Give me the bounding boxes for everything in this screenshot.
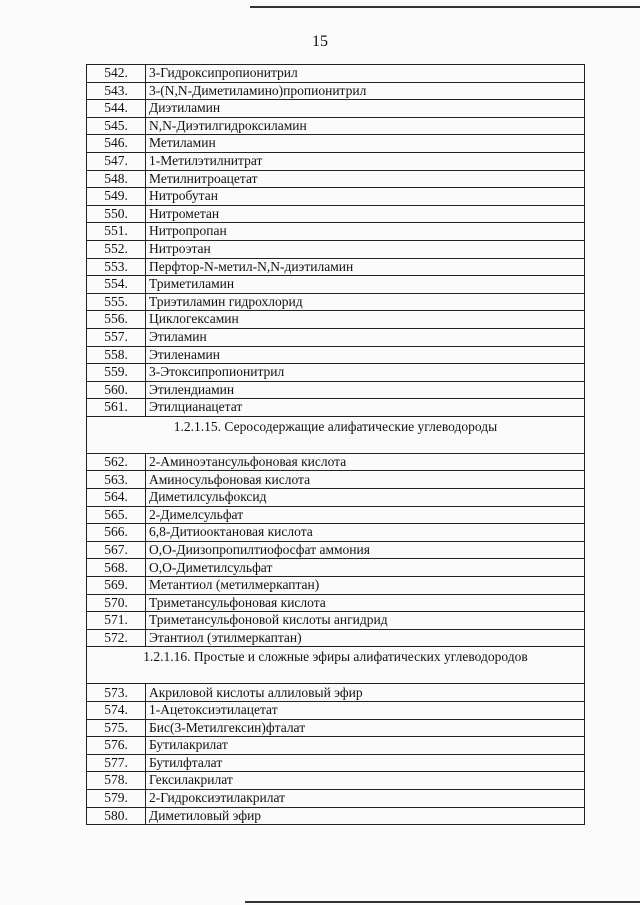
substance-name: Этиленамин	[146, 346, 585, 364]
row-number: 543.	[87, 82, 146, 100]
row-number: 567.	[87, 541, 146, 559]
substance-name: Циклогексамин	[146, 311, 585, 329]
table-row	[87, 719, 585, 737]
substance-name: Нитроэтан	[146, 240, 585, 258]
row-number: 565.	[87, 506, 146, 524]
table-row	[87, 170, 585, 188]
row-number: 548.	[87, 170, 146, 188]
table-row	[87, 364, 585, 382]
row-number: 559.	[87, 364, 146, 382]
table-row	[87, 629, 585, 647]
table-row	[87, 737, 585, 755]
table-row	[87, 489, 585, 507]
table-row	[87, 276, 585, 294]
table-row	[87, 311, 585, 329]
table-row	[87, 293, 585, 311]
table-row	[87, 152, 585, 170]
table-row	[87, 258, 585, 276]
substance-name: Бис(3-Метилгексин)фталат	[146, 719, 585, 737]
substance-name: 3-Гидроксипропионитрил	[146, 65, 585, 83]
row-number: 577.	[87, 754, 146, 772]
row-number: 563.	[87, 471, 146, 489]
table-row	[87, 82, 585, 100]
row-number: 544.	[87, 100, 146, 118]
page-number: 15	[312, 33, 328, 50]
section-heading-row	[87, 647, 585, 684]
substance-name: 3-(N,N-Диметиламино)пропионитрил	[146, 82, 585, 100]
substance-name: 1-Ацетоксиэтилацетат	[146, 702, 585, 720]
table-row	[87, 346, 585, 364]
substance-name: Триэтиламин гидрохлорид	[146, 293, 585, 311]
table-row	[87, 612, 585, 630]
substance-name: Аминосульфоновая кислота	[146, 471, 585, 489]
row-number: 560.	[87, 381, 146, 399]
substance-name: О,О-Диметилсульфат	[146, 559, 585, 577]
substance-name: 1-Метилэтилнитрат	[146, 152, 585, 170]
row-number: 555.	[87, 293, 146, 311]
substance-name: 2-Гидроксиэтилакрилат	[146, 789, 585, 807]
substance-name: 3-Этоксипропионитрил	[146, 364, 585, 382]
table-row	[87, 135, 585, 153]
substance-name: Этиламин	[146, 328, 585, 346]
table-row	[87, 223, 585, 241]
section-heading-row	[87, 416, 585, 453]
substances-table	[86, 64, 585, 825]
substance-name: Метиламин	[146, 135, 585, 153]
substance-name: N,N-Диэтилгидроксиламин	[146, 117, 585, 135]
substance-name: 2-Аминоэтансульфоновая кислота	[146, 453, 585, 471]
table-row	[87, 772, 585, 790]
row-number: 568.	[87, 559, 146, 577]
row-number: 575.	[87, 719, 146, 737]
table-row	[87, 594, 585, 612]
row-number: 564.	[87, 489, 146, 507]
bottom-scan-rule	[245, 901, 640, 903]
row-number: 572.	[87, 629, 146, 647]
substance-name: Нитрометан	[146, 205, 585, 223]
row-number: 558.	[87, 346, 146, 364]
row-number: 554.	[87, 276, 146, 294]
top-scan-rule	[250, 6, 640, 8]
row-number: 550.	[87, 205, 146, 223]
table-row	[87, 117, 585, 135]
row-number: 579.	[87, 789, 146, 807]
row-number: 580.	[87, 807, 146, 825]
substance-name: Перфтор-N-метил-N,N-диэтиламин	[146, 258, 585, 276]
row-number: 549.	[87, 188, 146, 206]
table-row	[87, 453, 585, 471]
table-row	[87, 381, 585, 399]
row-number: 566.	[87, 524, 146, 542]
substance-name: Гексилакрилат	[146, 772, 585, 790]
section-heading: 1.2.1.15. Серосодержащие алифатические углеводороды	[87, 416, 585, 453]
substance-name: Триметансульфоновой кислоты ангидрид	[146, 612, 585, 630]
row-number: 551.	[87, 223, 146, 241]
substance-name: 2-Димелсульфат	[146, 506, 585, 524]
table-row	[87, 205, 585, 223]
row-number: 573.	[87, 684, 146, 702]
row-number: 547.	[87, 152, 146, 170]
row-number: 574.	[87, 702, 146, 720]
table-row	[87, 541, 585, 559]
substance-name: Этантиол (этилмеркаптан)	[146, 629, 585, 647]
table-row	[87, 559, 585, 577]
row-number: 557.	[87, 328, 146, 346]
row-number: 569.	[87, 577, 146, 595]
substance-name: Акриловой кислоты аллиловый эфир	[146, 684, 585, 702]
table-row	[87, 188, 585, 206]
row-number: 556.	[87, 311, 146, 329]
row-number: 576.	[87, 737, 146, 755]
substance-name: Нитропропан	[146, 223, 585, 241]
table-row	[87, 754, 585, 772]
substance-name: 6,8-Дитиооктановая кислота	[146, 524, 585, 542]
substance-name: Нитробутан	[146, 188, 585, 206]
row-number: 542.	[87, 65, 146, 83]
table-row	[87, 240, 585, 258]
section-heading: 1.2.1.16. Простые и сложные эфиры алифатических углеводородов	[87, 647, 585, 684]
substance-name: Триметиламин	[146, 276, 585, 294]
substance-name: Метилнитроацетат	[146, 170, 585, 188]
substance-name: Бутилфталат	[146, 754, 585, 772]
row-number: 571.	[87, 612, 146, 630]
row-number: 545.	[87, 117, 146, 135]
table-row	[87, 789, 585, 807]
substance-name: Бутилакрилат	[146, 737, 585, 755]
row-number: 562.	[87, 453, 146, 471]
row-number: 553.	[87, 258, 146, 276]
table-row	[87, 65, 585, 83]
substance-name: Этилендиамин	[146, 381, 585, 399]
table-row	[87, 807, 585, 825]
table-row	[87, 328, 585, 346]
row-number: 578.	[87, 772, 146, 790]
table-row	[87, 506, 585, 524]
substance-name: Диметиловый эфир	[146, 807, 585, 825]
substance-name: Диметилсульфоксид	[146, 489, 585, 507]
table-row	[87, 399, 585, 417]
row-number: 546.	[87, 135, 146, 153]
row-number: 570.	[87, 594, 146, 612]
substance-name: О,О-Диизопропилтиофосфат аммония	[146, 541, 585, 559]
table-body	[87, 65, 585, 825]
table-row	[87, 577, 585, 595]
table-row	[87, 684, 585, 702]
substance-name: Этилцианацетат	[146, 399, 585, 417]
table-row	[87, 471, 585, 489]
table-row	[87, 100, 585, 118]
substance-name: Метантиол (метилмеркаптан)	[146, 577, 585, 595]
row-number: 552.	[87, 240, 146, 258]
substance-name: Триметансульфоновая кислота	[146, 594, 585, 612]
row-number: 561.	[87, 399, 146, 417]
table-row	[87, 702, 585, 720]
table-row	[87, 524, 585, 542]
substance-name: Диэтиламин	[146, 100, 585, 118]
